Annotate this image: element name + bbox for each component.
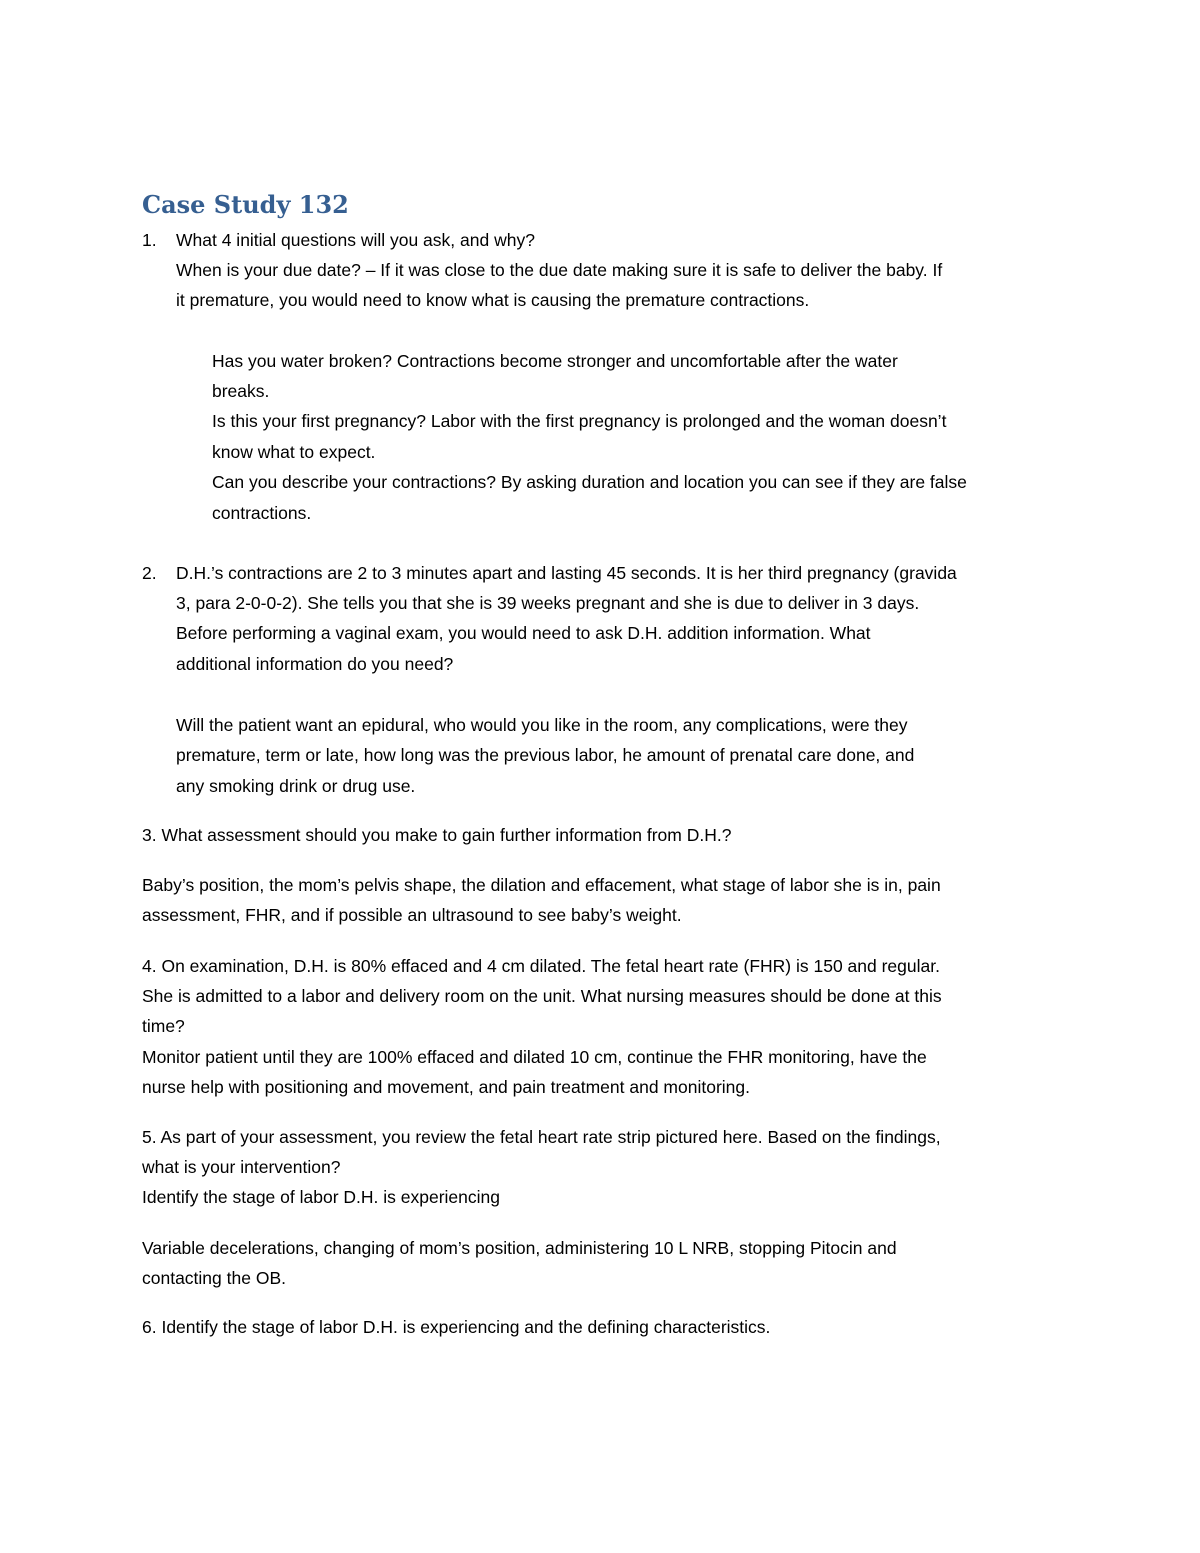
- q4-answer-line: Monitor patient until they are 100% effaced and dilated 10 cm, continue the FHR monitoring, have the: [142, 1047, 927, 1067]
- q3-answer-line: Baby’s position, the mom’s pelvis shape, the dilation and effacement, what stage of labor she is in, pain: [142, 875, 941, 895]
- q1-sub-line: breaks.: [212, 381, 270, 401]
- q1-question: What 4 initial questions will you ask, and why?: [176, 230, 535, 250]
- q4-answer-line: nurse help with positioning and movement, and pain treatment and monitoring.: [142, 1077, 751, 1097]
- q3-answer-line: assessment, FHR, and if possible an ultrasound to see baby’s weight.: [142, 905, 682, 925]
- q5-question-line: what is your intervention?: [142, 1157, 341, 1177]
- q1-sub-line: Has you water broken? Contractions become stronger and uncomfortable after the water: [212, 351, 898, 371]
- q1-sub-line: know what to expect.: [212, 442, 376, 462]
- q5-question-line: Identify the stage of labor D.H. is experiencing: [142, 1187, 500, 1207]
- q4-question-line: time?: [142, 1016, 185, 1036]
- q4-question-line: 4. On examination, D.H. is 80% effaced and 4 cm dilated. The fetal heart rate (FHR) is 150 and regular.: [142, 956, 940, 976]
- q3-question: 3. What assessment should you make to gain further information from D.H.?: [142, 825, 732, 845]
- q6-question: 6. Identify the stage of labor D.H. is experiencing and the defining characteristics.: [142, 1317, 771, 1337]
- q2-question-line: 3, para 2-0-0-2). She tells you that she is 39 weeks pregnant and she is due to deliver in 3 days.: [176, 593, 920, 613]
- q5-answer-line: contacting the OB.: [142, 1268, 286, 1288]
- q1-number: 1.: [142, 230, 157, 250]
- q1-sub-line: Can you describe your contractions? By asking duration and location you can see if they are false: [212, 472, 967, 492]
- q2-answer-line: any smoking drink or drug use.: [176, 776, 416, 796]
- q2-question-line: Before performing a vaginal exam, you would need to ask D.H. addition information. What: [176, 623, 871, 643]
- q1-answer-line: When is your due date? – If it was close to the due date making sure it is safe to deliver the baby. If: [176, 260, 943, 280]
- document-title: Case Study 132: [142, 190, 349, 219]
- q1-sub-line: contractions.: [212, 503, 312, 523]
- q2-question-line: additional information do you need?: [176, 654, 454, 674]
- q4-question-line: She is admitted to a labor and delivery room on the unit. What nursing measures should be done at this: [142, 986, 942, 1006]
- q5-question-line: 5. As part of your assessment, you review the fetal heart rate strip pictured here. Based on the findings,: [142, 1127, 941, 1147]
- q2-number: 2.: [142, 563, 157, 583]
- q1-sub-line: Is this your first pregnancy? Labor with the first pregnancy is prolonged and the woman doesn’t: [212, 411, 947, 431]
- q1-answer-line: it premature, you would need to know what is causing the premature contractions.: [176, 290, 810, 310]
- q2-question-line: D.H.’s contractions are 2 to 3 minutes apart and lasting 45 seconds. It is her third pregnancy (gravida: [176, 563, 957, 583]
- q2-answer-line: Will the patient want an epidural, who would you like in the room, any complications, were they: [176, 715, 908, 735]
- q2-answer-line: premature, term or late, how long was the previous labor, he amount of prenatal care done, and: [176, 745, 915, 765]
- q5-answer-line: Variable decelerations, changing of mom’s position, administering 10 L NRB, stopping Pitocin and: [142, 1238, 897, 1258]
